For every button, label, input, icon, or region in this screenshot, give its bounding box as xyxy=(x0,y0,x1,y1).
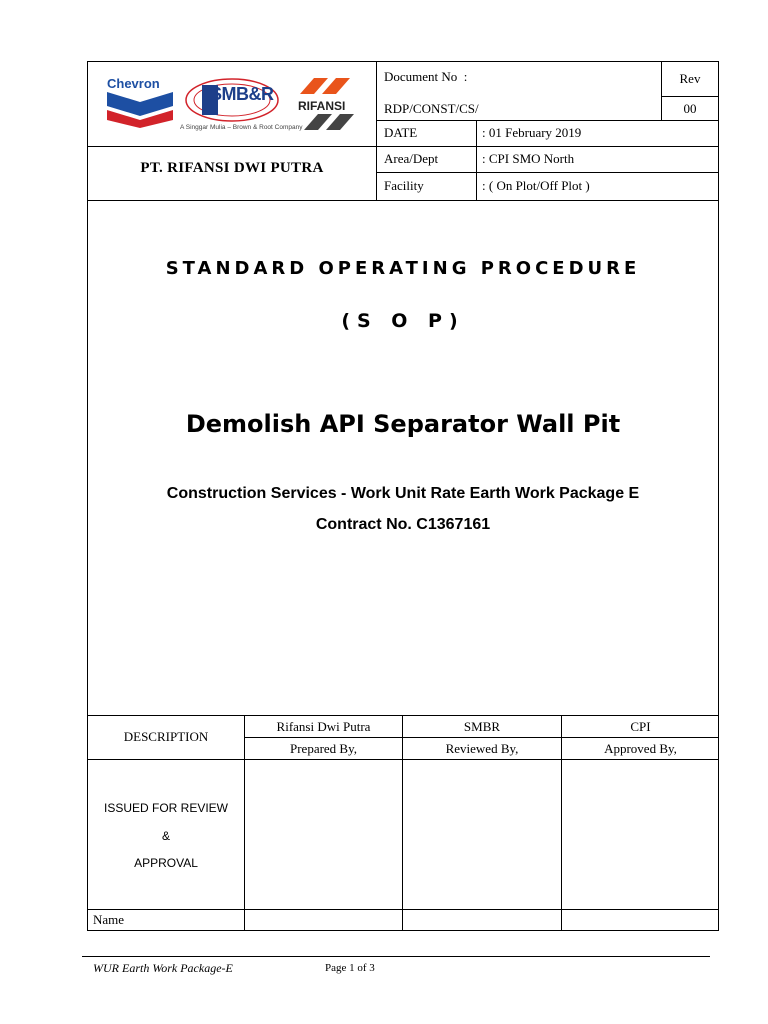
signoff-name-row-top xyxy=(87,909,719,910)
page-number: Page 1 of 3 xyxy=(325,962,375,974)
area-value: : CPI SMO North xyxy=(482,151,575,166)
footer-package: WUR Earth Work Package-E xyxy=(93,961,233,975)
document-no-colon: : xyxy=(463,69,468,84)
date-label: DATE xyxy=(384,125,418,140)
signoff-top xyxy=(87,715,719,716)
date-value: : 01 February 2019 xyxy=(482,125,582,140)
chevron-emblem-icon xyxy=(107,92,173,128)
contract-number: Contract No. C1367161 xyxy=(315,516,491,533)
contract-scope: Construction Services - Work Unit Rate Earth Work Package E xyxy=(166,485,640,502)
document-title: Demolish API Separator Wall Pit xyxy=(185,410,621,438)
smbr-tagline: A Singgar Mulia – Brown & Root Company xyxy=(180,124,303,131)
issued-status-line3: APPROVAL xyxy=(134,856,198,870)
description-label: DESCRIPTION xyxy=(123,729,209,744)
signoff-role-divider xyxy=(244,737,719,738)
issued-status-line1: ISSUED FOR REVIEW xyxy=(103,801,228,815)
signoff-header-bottom xyxy=(87,759,719,760)
label-divider xyxy=(476,120,477,200)
header-divider-vertical xyxy=(376,61,377,200)
approver-org: CPI xyxy=(630,719,651,734)
smbr-wordmark: SMB&R xyxy=(210,84,274,104)
area-row-bottom xyxy=(376,172,719,173)
chevron-wordmark: Chevron xyxy=(107,76,160,91)
document-no-label-text: Document No xyxy=(384,69,458,84)
sop-abbreviation: (S O P) xyxy=(341,310,465,332)
sop-title: STANDARD OPERATING PROCEDURE xyxy=(165,258,641,279)
approver-role: Approved By, xyxy=(604,741,677,756)
document-no-label xyxy=(384,70,467,83)
company-name: PT. RIFANSI DWI PUTRA xyxy=(140,160,324,176)
document-no-value: RDP/CONST/CS/ xyxy=(384,101,479,116)
rev-value: 00 xyxy=(683,101,697,116)
preparer-org: Rifansi Dwi Putra xyxy=(276,719,371,734)
header-bottom xyxy=(87,200,719,201)
rev-row-divider xyxy=(661,96,719,97)
footer-rule xyxy=(82,956,710,957)
logo-row-bottom xyxy=(87,146,719,147)
date-row-top xyxy=(376,120,719,121)
facility-value: : ( On Plot/Off Plot ) xyxy=(482,178,590,193)
issued-status-line2: & xyxy=(161,829,170,843)
rifansi-wordmark: RIFANSI xyxy=(298,99,346,113)
name-row-label: Name xyxy=(93,912,125,927)
rev-label: Rev xyxy=(679,71,701,86)
preparer-role: Prepared By, xyxy=(289,741,358,756)
reviewer-org: SMBR xyxy=(463,719,501,734)
facility-label: Facility xyxy=(384,178,424,193)
reviewer-role: Reviewed By, xyxy=(445,741,519,756)
area-label: Area/Dept xyxy=(384,151,439,166)
